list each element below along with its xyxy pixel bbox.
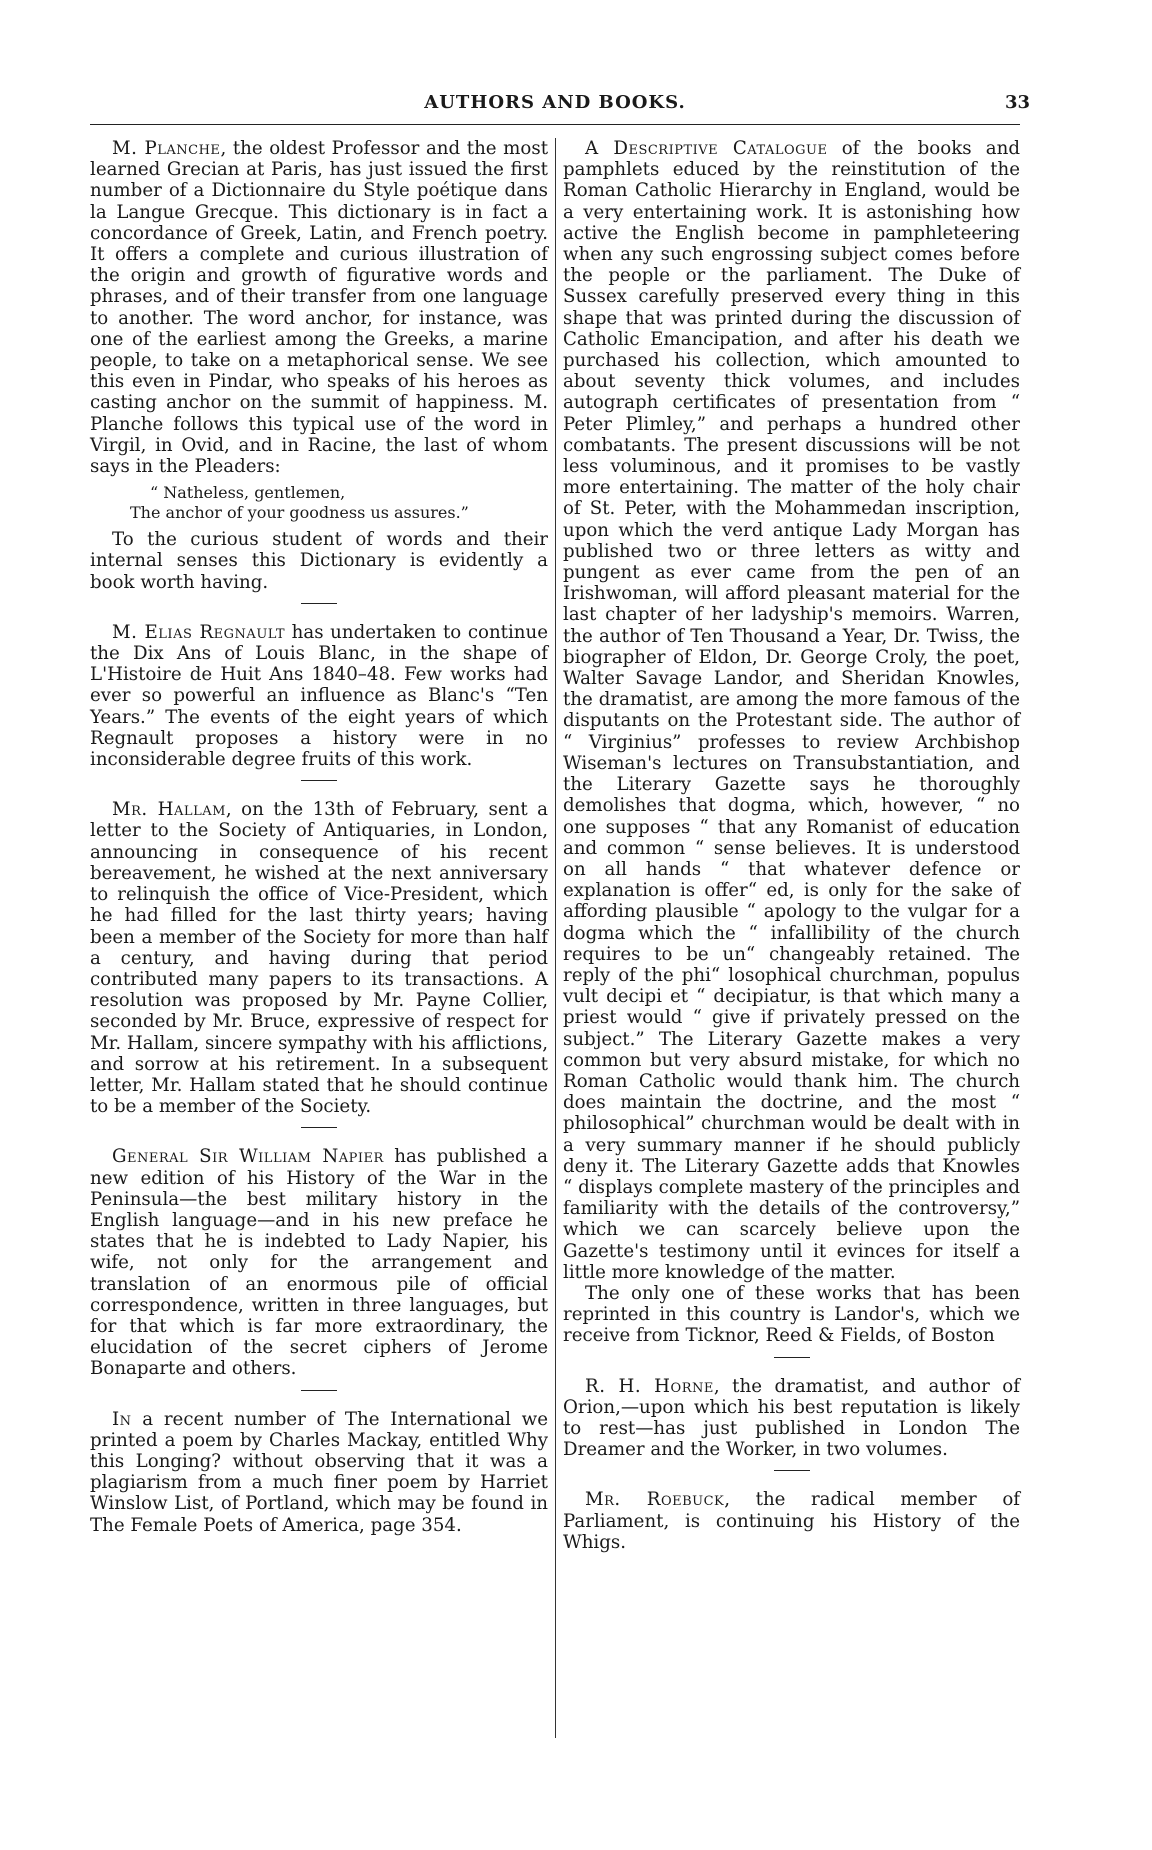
article-body: has undertaken to continue the Dix Ans of Louis Blanc, in the shape of L'Histoire de Huit Ans 1840–48. Few works had ever so powerful an influence as Blanc's “Ten Years.” The events of the eight years of which Regnault proposes a history were in no inconsiderable degree fruits of this work. — [90, 621, 548, 771]
section-separator — [301, 780, 337, 781]
article-lead: Mr. Roebuck — [585, 1489, 725, 1511]
running-title: AUTHORS AND BOOKS. — [424, 92, 686, 113]
article-international — [90, 1409, 548, 1536]
article-body: , the dramatist, and author of Orion,—upon which his best reputation is likely to rest—has just published in London The Dreamer and the Worker, in two volumes. — [563, 1375, 1020, 1461]
article-lead: R. H. Horne — [585, 1375, 714, 1397]
article-body: has published a new edition of his History of the War in the Peninsula—the best military history in the English language—and in his new preface he states that he is indebted to Lady Napier, his wife, not only for the arrangement and translation of an enormous pile of official correspondence, written in three languages, but for that which is far more extraordinary, the elucidation of the secret ciphers of Jerome Bonaparte and others. — [90, 1146, 548, 1380]
article-lead: Mr. Hallam — [112, 799, 226, 821]
article-lead: In — [112, 1408, 132, 1430]
article-body: , the radical member of Parliament, is continuing his History of the Whigs. — [563, 1489, 1021, 1553]
article-roebuck — [563, 1489, 1020, 1553]
verse-line: The anchor of your goodness us assures.” — [130, 503, 469, 523]
left-column — [90, 138, 548, 1536]
article-napier — [90, 1146, 548, 1379]
article-lead: M. Planche — [112, 138, 221, 159]
article-lead: A Descriptive Catalogue — [585, 138, 828, 159]
article-catalogue — [563, 138, 1020, 1283]
section-separator — [301, 1390, 337, 1391]
page-number: 33 — [1004, 92, 1030, 113]
article-closing: To the curious student of words and their internal senses this Dictionary is evidently a book worth having. — [90, 529, 548, 593]
header-rule — [90, 124, 1020, 125]
section-separator — [301, 603, 337, 604]
right-column — [563, 138, 1020, 1553]
article-closing: The only one of these works that has been reprinted in this country is Landor's, which we receive from Ticknor, Reed & Fields, of Boston — [563, 1282, 1020, 1347]
verse-line: “ Natheless, gentlemen, — [150, 483, 346, 503]
article-body: of the books and pamphlets educed by the reinstitution of the Roman Catholic Hierarchy in England, would be a very entertaining work. It is astonishing how active the English become in pamphleteering when any such engrossing subject comes before the people or the parliament. The Duke of Sussex carefully preserved every thing in this shape that was printed during the discussion of Catholic Emancipation, and after his death we purchased his collection, which amounted to about seventy thick volumes, and includes autograph certificates of presentation from “ Peter Plimley,” and perhaps a hundred other combatants. The present discussions will be not less voluminous, and it promises to be vastly more entertaining. The matter of the holy chair of St. Peter, with the Mohammedan inscription, upon which the verd antique Lady Morgan has published two or three letters as witty and pungent as ever came from the pen of an Irishwoman, will afford pleasant material for the last chapter of her ladyship's memoirs. Warren, the author of Ten Thousand a Year, Dr. Twiss, the biographer of Eldon, Dr. George Croly, the poet, Walter Savage Landor, and Sheridan Knowles, the dramatist, are among the more famous of the disputants on the Protestant side. The author of “ Virginius” professes to review Archbishop Wiseman's lectures on Transubstantiation, and the Literary Gazette says he thoroughly demolishes that dogma, which, however, “ no one supposes “ that any Romanist of education and common “ sense believes. It is understood on all hands “ that whatever defence or explanation is offer“ ed, is only for the sake of affording plausible “ apology to the vulgar for a dogma which the “ infallibility of the church requires to be un“ changeably retained. The reply of the phi“ losophical churchman, populus vult decipi et “ decipiatur, is that which many a priest would “ give if privately pressed on the subject.” The Literary Gazette makes a very common but very absurd mistake, for which no Roman Catholic would thank him. The church does maintain the doctrine, and the most “ philosophical” churchman would be dealt with in a very summary manner if he should publicly deny it. The Literary Gazette adds that Knowles “ displays complete mastery of the principles and familiarity with the details of the controversy,” which we can scarcely believe upon the Gazette's testimony until it evinces for itself a little more knowledge of the matter. — [563, 138, 1020, 1283]
article-lead: M. Elias Regnault — [112, 621, 286, 643]
article-body: , the oldest Professor and the most learned Grecian at Paris, has just issued the first number of a Dictionnaire du Style poétique dans la Langue Grecque. This dictionary is in fact a concordance of Greek, Latin, and French poetry. It offers a complete and curious illustration of the origin and growth of figurative words and phrases, and of their transfer from one language to another. The word anchor, for instance, was one of the earliest among the Greeks, a marine people, to take on a metaphorical sense. We see this even in Pindar, who speaks of his heroes as casting anchor on the summit of happiness. M. Planche follows this typical use of the word in Virgil, in Ovid, and in Racine, the last of whom says in the Pleaders: — [90, 138, 548, 478]
article-body: , on the 13th of February, sent a letter to the Society of Antiquaries, in London, announcing in consequence of his recent bereavement, he wished at the next anniversary to relinquish the office of Vice-President, which he had filled for the last thirty years; having been a member of the Society for more than half a century, and having during that period contributed many papers to its transactions. A resolution was proposed by Mr. Payne Collier, seconded by Mr. Bruce, expressive of respect for Mr. Hallam, sincere sympathy with his afflictions, and sorrow at his retirement. In a subsequent letter, Mr. Hallam stated that he should continue to be a member of the Society. — [90, 799, 549, 1118]
section-separator — [774, 1357, 810, 1358]
article-lead: General Sir William Napier — [112, 1146, 384, 1168]
article-regnault — [90, 622, 548, 770]
article-planche — [90, 138, 548, 477]
column-divider — [555, 138, 556, 1738]
article-hallam — [90, 799, 548, 1117]
section-separator — [301, 1127, 337, 1128]
article-horne — [563, 1376, 1020, 1461]
verse-quote — [90, 483, 548, 523]
section-separator — [774, 1470, 810, 1471]
article-body: a recent number of The International we printed a poem by Charles Mackay, entitled Why this Longing? without observing that it was a plagiarism from a much finer poem by Harriet Winslow List, of Portland, which may be found in The Female Poets of America, page 354. — [90, 1408, 548, 1536]
page-header — [90, 92, 1030, 126]
